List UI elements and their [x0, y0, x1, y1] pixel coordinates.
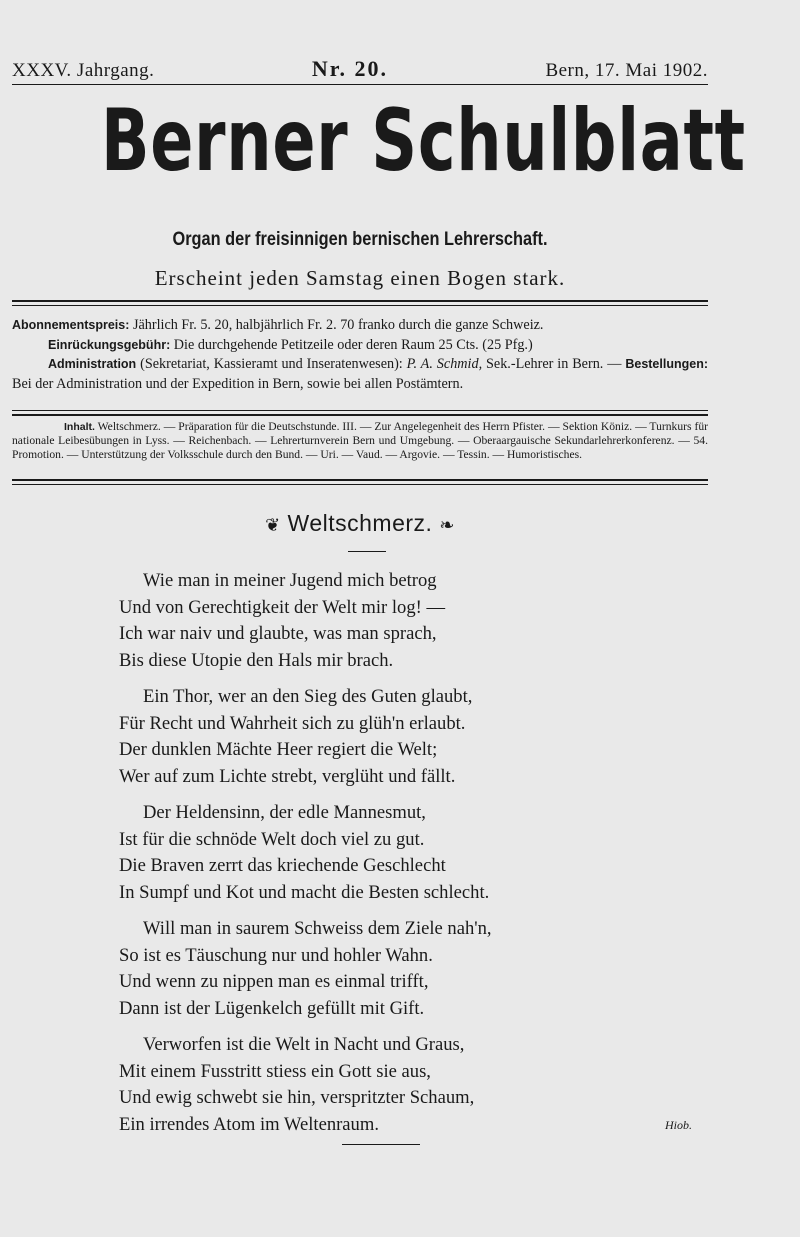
bestellungen-label: Bestellungen:	[625, 357, 708, 372]
poem-line: Die Braven zerrt das kriechende Geschlecht	[119, 855, 446, 876]
poem-line: So ist es Täuschung nur und hohler Wahn.	[119, 944, 433, 966]
poem-line: Und wenn zu nippen man es einmal trifft,	[119, 971, 429, 992]
poem-heading	[12, 510, 708, 537]
admin-label: Administration	[48, 357, 137, 372]
admin-text-b: Sek.-Lehrer in Bern. —	[482, 356, 626, 373]
subscription-info	[12, 316, 708, 394]
poem-line: Ich war naiv und glaubte, was man sprach,	[119, 623, 437, 644]
divider-rule	[12, 410, 708, 411]
einrueckung-label: Einrückungsgebühr:	[48, 337, 171, 352]
admin-text: (Sekretariat, Kassieramt und Inseratenwesen):	[136, 356, 407, 373]
stanza	[119, 916, 492, 1022]
stanza	[119, 1032, 492, 1138]
title-underline	[348, 551, 386, 552]
divider-rule	[12, 414, 708, 416]
stanza	[119, 800, 492, 906]
fleuron-right-icon: ❧	[439, 515, 455, 536]
issue-number: Nr. 20.	[311, 56, 389, 81]
divider-rule	[12, 300, 708, 302]
abo-label: Abonnementspreis:	[12, 318, 130, 332]
masthead-topline	[12, 56, 708, 82]
newspaper-title: Berner Schulblatt	[101, 91, 746, 191]
poem-author: Hiob.	[665, 1118, 692, 1132]
divider-rule	[12, 305, 708, 306]
stanza	[119, 684, 492, 790]
stanza	[119, 568, 492, 674]
bestellungen-text: Bei der Administration und der Expedition in Bern, sowie bei allen Postämtern.	[12, 375, 464, 392]
volume-label: XXXV. Jahrgang.	[12, 60, 155, 81]
poem-line: Der Heldensinn, der edle Mannesmut,	[143, 802, 426, 823]
poem-line: Ist für die schnöde Welt doch viel zu gut.	[119, 828, 425, 850]
poem-line: In Sumpf und Kot und macht die Besten schlecht.	[119, 881, 490, 903]
poem-line: Verworfen ist die Welt in Nacht und Graus,	[143, 1034, 465, 1055]
poem-line: Will man in saurem Schweiss dem Ziele nah'n,	[143, 918, 492, 939]
poem-line: Wer auf zum Lichte strebt, verglüht und fällt.	[119, 765, 456, 787]
inhalt-label: Inhalt.	[64, 421, 95, 433]
masthead-rule	[12, 84, 708, 85]
einrueckung-text: Die durchgehende Petitzeile oder deren Raum 25 Cts. (25 Pfg.)	[170, 336, 533, 353]
poem-line: Der dunklen Mächte Heer regiert die Welt;	[119, 739, 438, 760]
poem-line: Mit einem Fusstritt stiess ein Gott sie aus,	[119, 1060, 431, 1082]
table-of-contents	[12, 420, 708, 462]
divider-rule	[12, 484, 708, 485]
poem-line: Wie man in meiner Jugend mich betrog	[143, 570, 437, 591]
poem-line: Ein irrendes Atom im Weltenraum.	[119, 1113, 379, 1135]
divider-rule	[12, 479, 708, 481]
poem-line: Und ewig schwebt sie hin, verspritzter Schaum,	[119, 1087, 475, 1108]
poem-line: Für Recht und Wahrheit sich zu glüh'n erlaubt.	[119, 712, 466, 734]
poem-line: Dann ist der Lügenkelch gefüllt mit Gift.	[119, 997, 425, 1019]
publication-frequency: Erscheint jeden Samstag einen Bogen stark.	[154, 266, 566, 290]
issue-date: Bern, 17. Mai 1902.	[545, 60, 708, 81]
fleuron-left-icon: ❦	[265, 515, 281, 536]
poem-title: Weltschmerz.	[287, 510, 433, 536]
admin-name: P. A. Schmid,	[406, 356, 483, 373]
poem-body	[119, 568, 492, 1148]
poem-line: Und von Gerechtigkeit der Welt mir log! —	[119, 596, 446, 618]
poem-line: Ein Thor, wer an den Sieg des Guten glaubt,	[143, 686, 473, 707]
end-rule	[342, 1144, 420, 1145]
organ-subtitle: Organ der freisinnigen bernischen Lehrerschaft.	[172, 229, 548, 250]
poem-line: Bis diese Utopie den Hals mir brach.	[119, 649, 394, 671]
inhalt-text: Weltschmerz. — Präparation für die Deutschstunde. III. — Zur Angelegenheit des Herrn Pfister. — Sektion Köniz. — Turnkurs für nationale Leibesübungen in Lyss. — Reichenbach. — Lehrerturnverein Bern und Umgebung. — Oberaargauische Sekundarlehrerkonferenz. — 54. Promotion. — Unterstützung der Volksschule durch den Bund. — Uri. — Vaud. — Argovie. — Tessin. — Humoristisches.	[12, 420, 708, 461]
abo-text: Jährlich Fr. 5. 20, halbjährlich Fr. 2. 70 franko durch die ganze Schweiz.	[129, 317, 544, 333]
